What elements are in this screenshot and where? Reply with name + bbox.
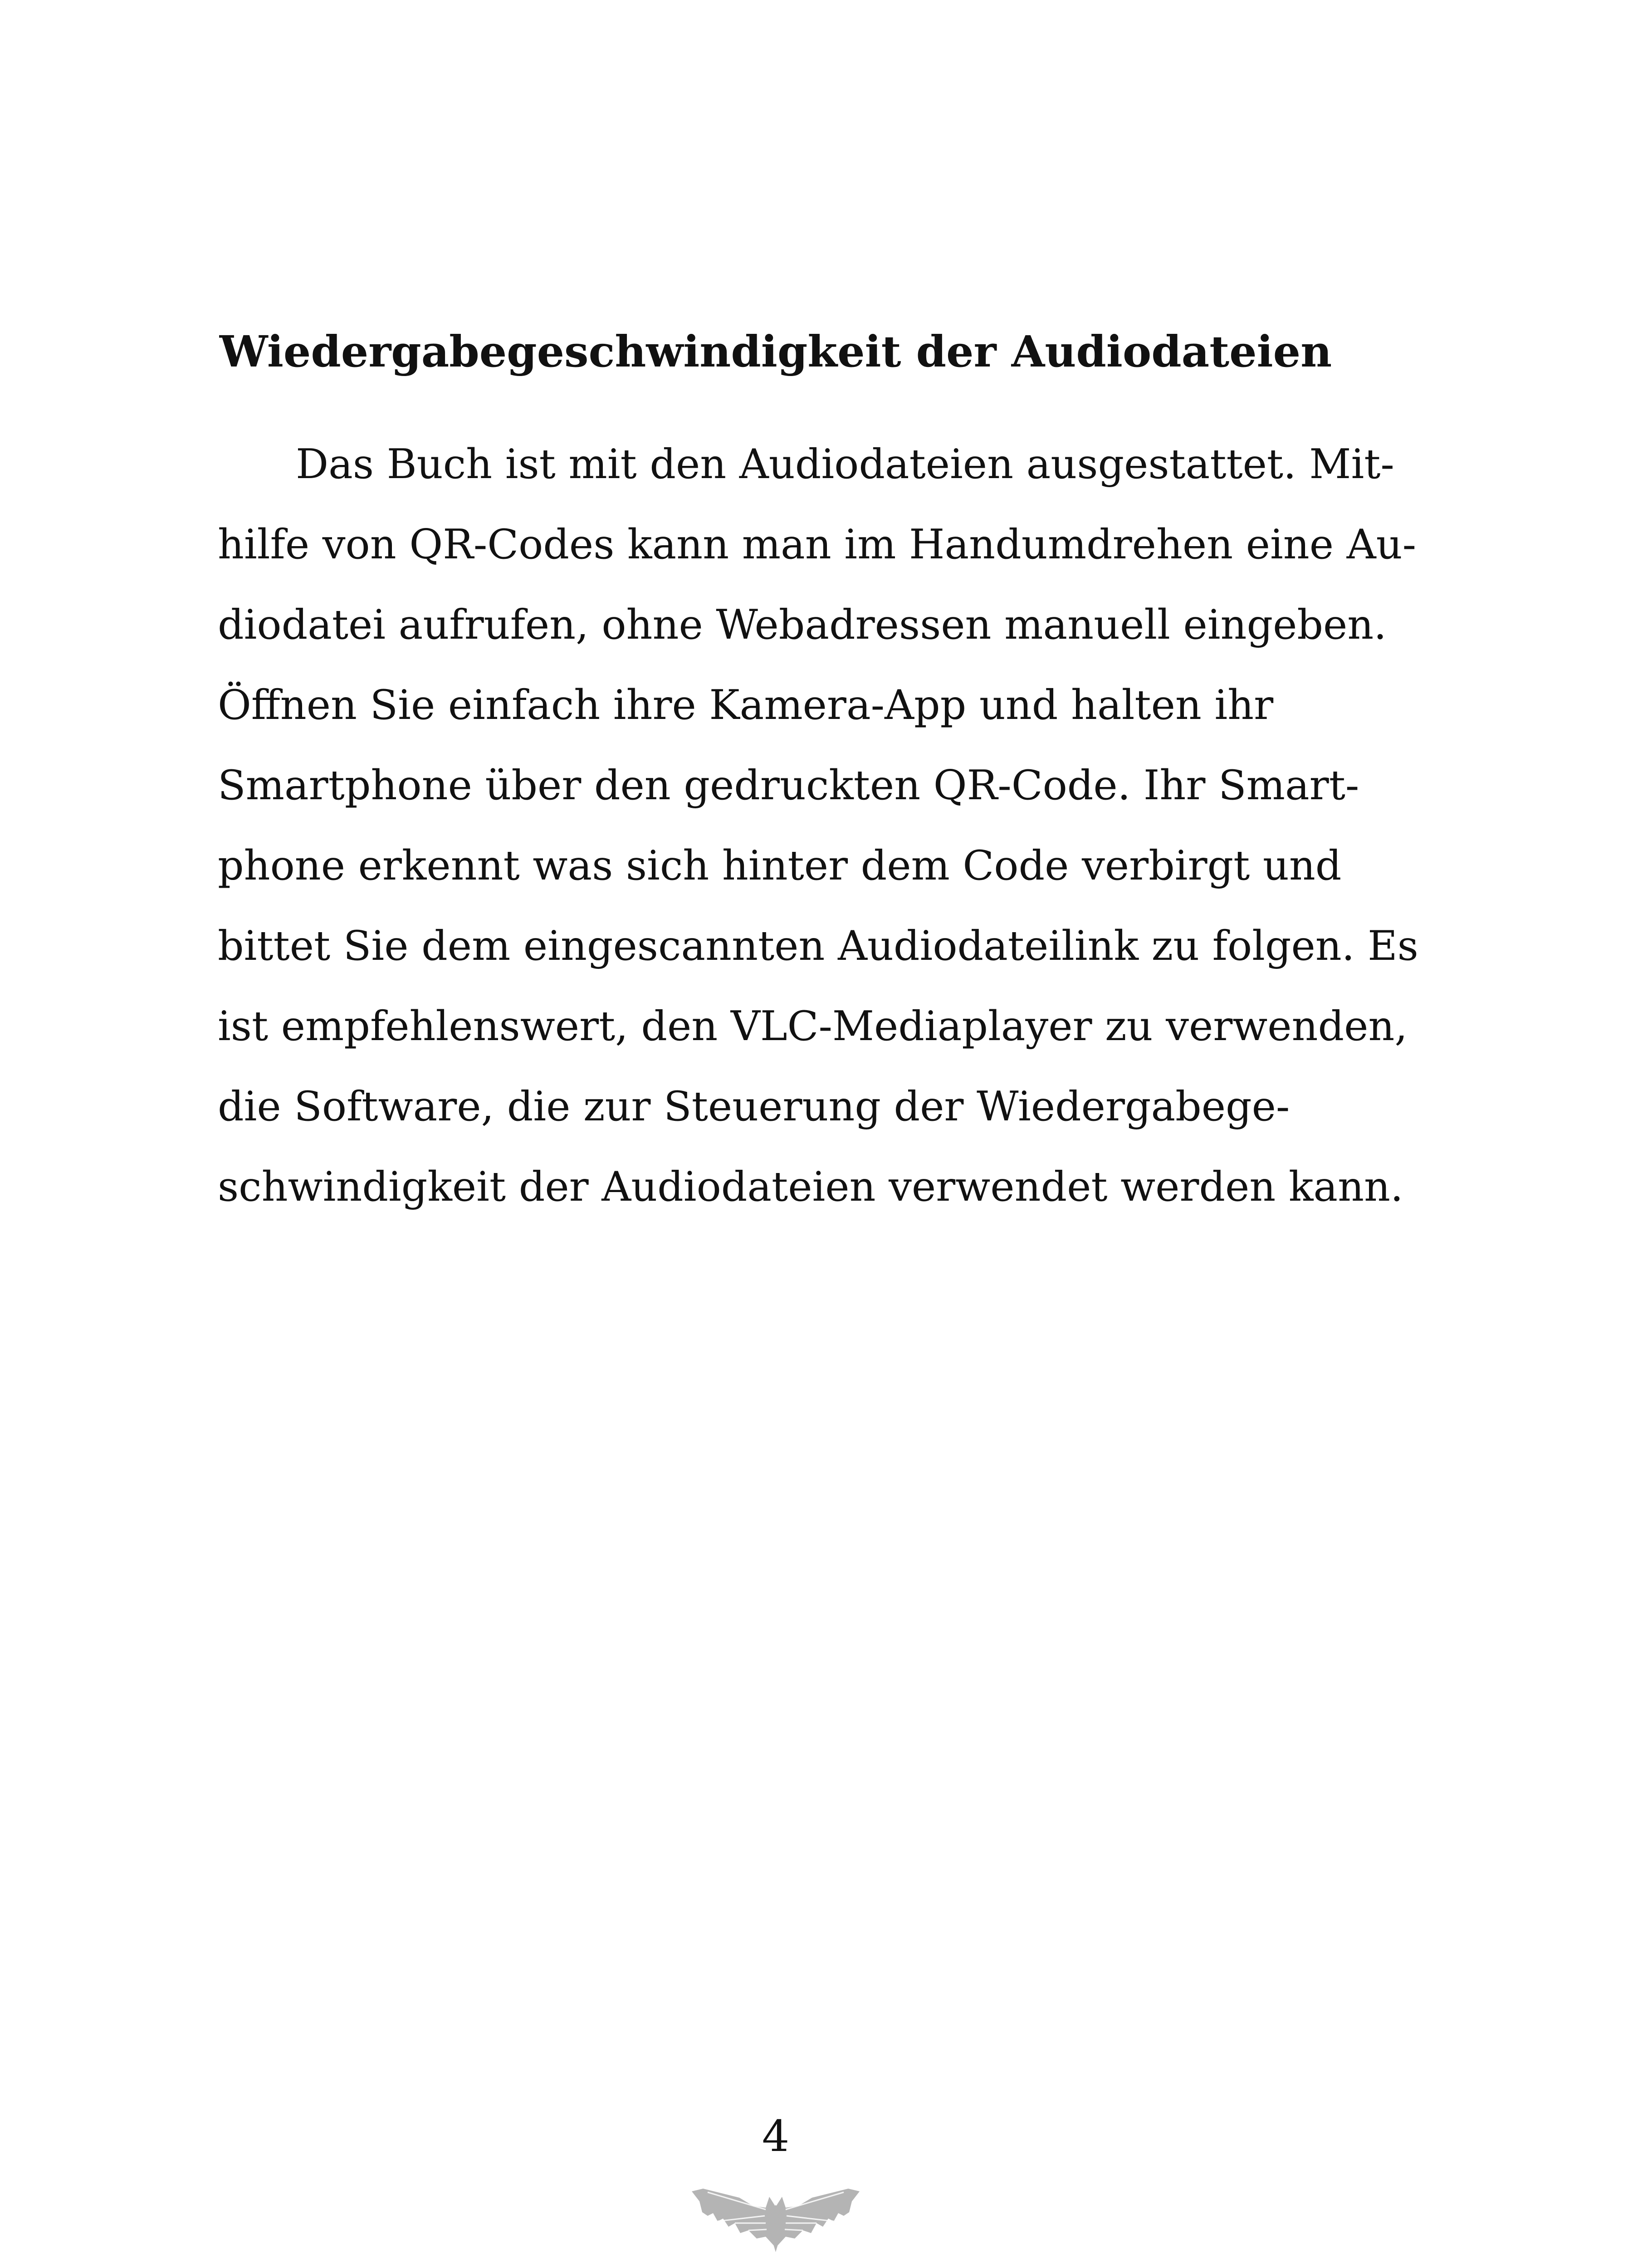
page-heading: Wiedergabegeschwindigkeit der Audiodateien bbox=[219, 327, 1332, 377]
paragraph-line: bittet Sie dem eingescannten Audiodateilink zu folgen. Es bbox=[218, 922, 1418, 970]
body-paragraph bbox=[218, 424, 1418, 1227]
paragraph-line: phone erkennt was sich hinter dem Code verbirgt und bbox=[218, 842, 1342, 890]
paragraph-line: Öffnen Sie einfach ihre Kamera-App und halten ihr bbox=[218, 681, 1274, 729]
bat-icon bbox=[689, 2180, 862, 2261]
paragraph-line: diodatei aufrufen, ohne Webadressen manuell eingeben. bbox=[218, 601, 1387, 649]
page-number: 4 bbox=[762, 2112, 790, 2161]
paragraph-line: die Software, die zur Steuerung der Wiedergabege- bbox=[218, 1083, 1290, 1130]
paragraph-line: Smartphone über den gedruckten QR-Code. Ihr Smart- bbox=[218, 762, 1359, 809]
paragraph-line: ist empfehlenswert, den VLC-Mediaplayer zu verwenden, bbox=[218, 1002, 1408, 1050]
paragraph-line: Das Buch ist mit den Audiodateien ausgestattet. Mit- bbox=[296, 440, 1394, 488]
paragraph-line: schwindigkeit der Audiodateien verwendet werden kann. bbox=[218, 1163, 1403, 1211]
paragraph-line: hilfe von QR-Codes kann man im Handumdrehen eine Au- bbox=[218, 521, 1416, 568]
